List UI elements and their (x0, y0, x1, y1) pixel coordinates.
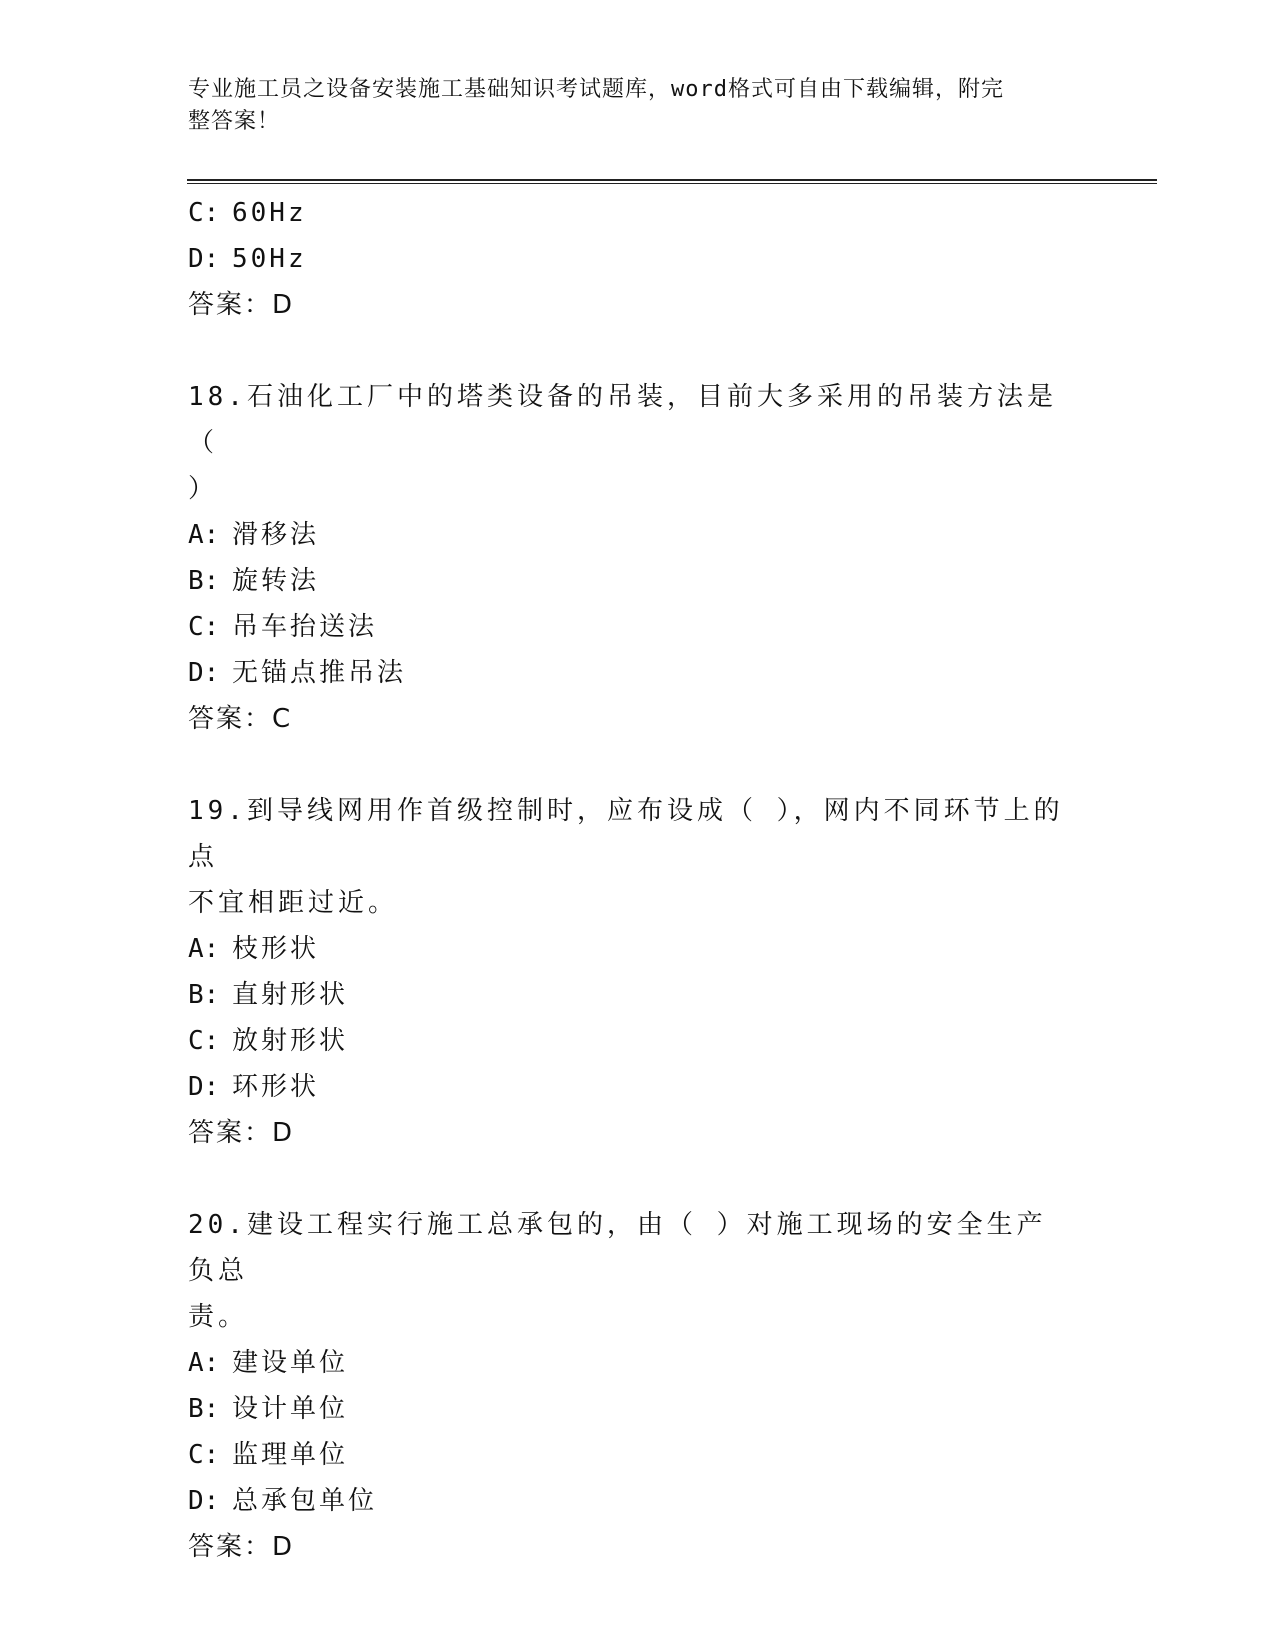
option-text: 吊车抬送法 (232, 612, 378, 642)
option-text: 滑移法 (232, 520, 320, 550)
option-c (188, 604, 1088, 650)
question-text-line-1: 20.建设工程实行施工总承包的，由（ ）对施工现场的安全生产负总 (188, 1210, 1047, 1286)
option-letter: D: (188, 1072, 220, 1102)
question-20 (188, 1202, 1088, 1570)
option-letter: C: (188, 1440, 220, 1470)
option-letter: C: (188, 198, 220, 228)
option-letter: C: (188, 1026, 220, 1056)
question-19 (188, 788, 1088, 1156)
option-text: 旋转法 (232, 566, 320, 596)
answer-line: 答案：C (188, 704, 293, 734)
question-text-line-2: ） (188, 474, 219, 504)
option-d (188, 1064, 1088, 1110)
question-list (188, 190, 1088, 1570)
option-a (188, 512, 1088, 558)
option-text: 总承包单位 (232, 1486, 378, 1516)
option-c (188, 1018, 1088, 1064)
header-rule-thin (187, 183, 1157, 184)
option-letter: B: (188, 566, 220, 596)
answer-line: 答案：D (188, 290, 295, 320)
option-letter: D: (188, 658, 220, 688)
header-line-1: 专业施工员之设备安装施工基础知识考试题库，word格式可自由下载编辑，附完 (188, 77, 1004, 102)
option-c (188, 1432, 1088, 1478)
option-text: 环形状 (232, 1072, 320, 1102)
option-text: 放射形状 (232, 1026, 349, 1056)
option-letter: B: (188, 1394, 220, 1424)
page-header (188, 74, 1068, 138)
option-b (188, 558, 1088, 604)
option-text: 监理单位 (232, 1440, 349, 1470)
question-text-line-1: 19.到导线网用作首级控制时，应布设成（ ），网内不同环节上的点 (188, 796, 1064, 872)
option-b (188, 972, 1088, 1018)
option-text: 60Hz (232, 198, 307, 228)
option-letter: D: (188, 1486, 220, 1516)
option-b (188, 1386, 1088, 1432)
option-letter: A: (188, 934, 220, 964)
question-text-line-2: 不宜相距过近。 (188, 888, 399, 918)
spacer (188, 1156, 1088, 1202)
option-c (188, 190, 1088, 236)
option-text: 建设单位 (232, 1348, 349, 1378)
option-d (188, 1478, 1088, 1524)
option-letter: C: (188, 612, 220, 642)
option-a (188, 926, 1088, 972)
option-text: 枝形状 (232, 934, 320, 964)
question-18 (188, 374, 1088, 742)
option-letter: B: (188, 980, 220, 1010)
option-text: 设计单位 (232, 1394, 349, 1424)
option-text: 无锚点推吊法 (232, 658, 407, 688)
option-letter: A: (188, 1348, 220, 1378)
header-line-2: 整答案！ (188, 109, 281, 134)
prev-question-block (188, 190, 1088, 328)
answer-line: 答案：D (188, 1118, 295, 1148)
spacer (188, 328, 1088, 374)
option-letter: D: (188, 244, 220, 274)
option-text: 50Hz (232, 244, 307, 274)
option-d (188, 236, 1088, 282)
header-rule (187, 179, 1157, 181)
question-text-line-2: 责。 (188, 1302, 249, 1332)
answer-line: 答案：D (188, 1532, 295, 1562)
option-d (188, 650, 1088, 696)
option-a (188, 1340, 1088, 1386)
spacer (188, 742, 1088, 788)
option-letter: A: (188, 520, 220, 550)
option-text: 直射形状 (232, 980, 349, 1010)
question-text-line-1: 18.石油化工厂中的塔类设备的吊装，目前大多采用的吊装方法是（ (188, 382, 1057, 458)
